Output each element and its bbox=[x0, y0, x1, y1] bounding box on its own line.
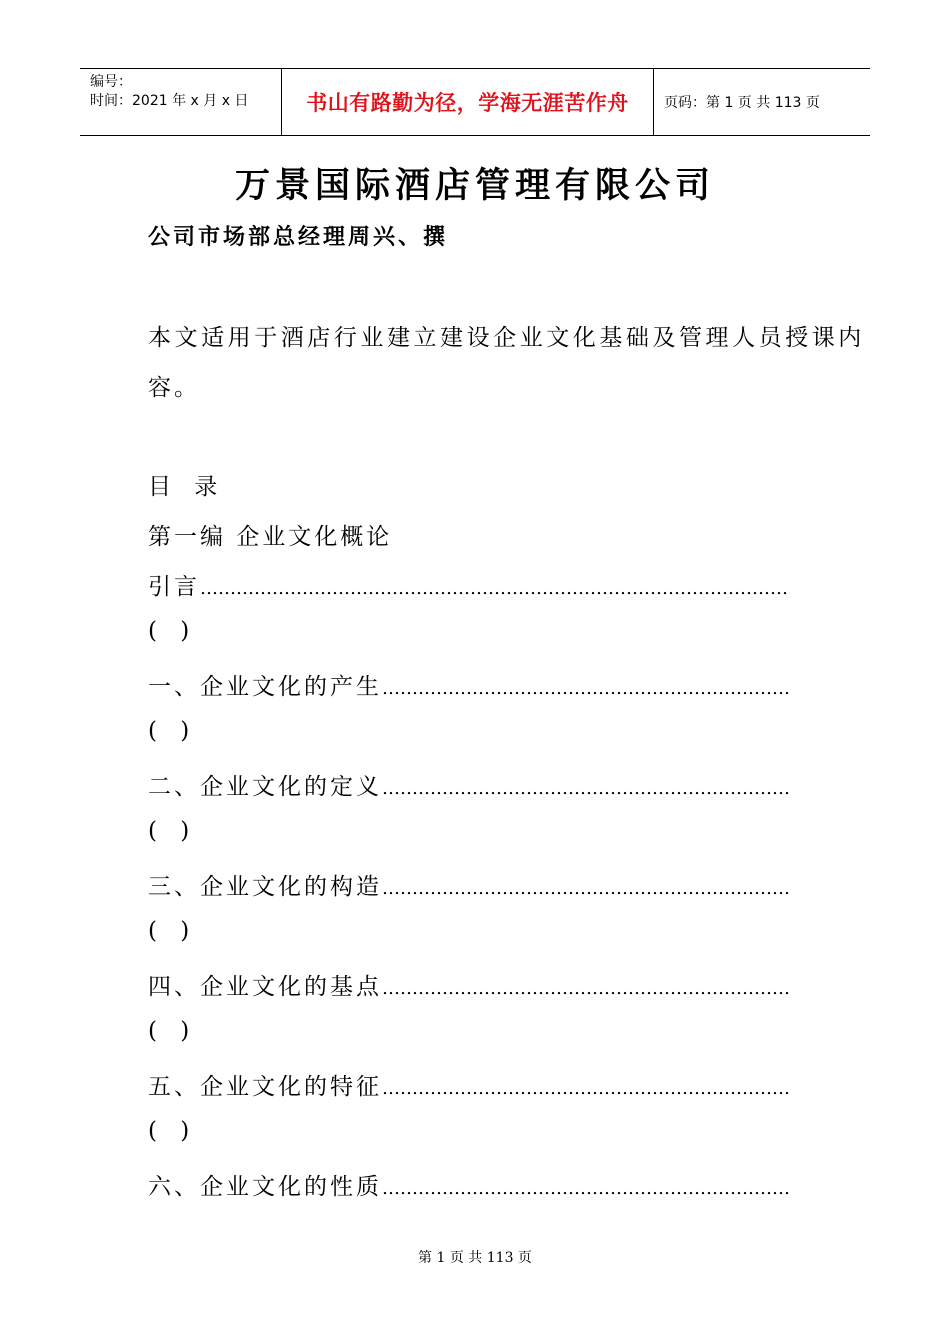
header-motto-cell bbox=[281, 69, 654, 135]
header-page-info: 页码：第 1 页 共 113 页 bbox=[664, 95, 820, 111]
page-header bbox=[80, 68, 870, 136]
toc-leader-dots bbox=[382, 778, 790, 799]
toc-entry-label: 一、企业文化的产生 bbox=[148, 674, 382, 700]
toc-leader-dots bbox=[382, 978, 790, 999]
toc-leader-dots bbox=[382, 1078, 790, 1099]
toc-page-ref: ( ) bbox=[148, 618, 198, 644]
toc-entry bbox=[148, 568, 790, 601]
toc-entry bbox=[148, 968, 790, 1001]
toc-entry-label: 二、企业文化的定义 bbox=[148, 774, 382, 800]
header-motto: 书山有路勤为径，学海无涯苦作舟 bbox=[306, 91, 629, 115]
toc-entry-label: 六、企业文化的性质 bbox=[148, 1174, 382, 1200]
toc-entry-label: 三、企业文化的构造 bbox=[148, 874, 382, 900]
toc-heading: 目 录 bbox=[148, 474, 226, 500]
toc-page-ref: ( ) bbox=[148, 718, 198, 744]
toc-entry-label: 五、企业文化的特征 bbox=[148, 1074, 382, 1100]
toc-part-title: 第一编 企业文化概论 bbox=[148, 524, 393, 550]
toc-leader-dots bbox=[382, 678, 790, 699]
toc-leader-dots bbox=[200, 578, 790, 599]
toc-entry-label: 引言 bbox=[148, 574, 200, 600]
number-label: 编号： bbox=[90, 74, 132, 90]
toc-leader-dots bbox=[382, 1178, 790, 1199]
toc-leader-dots bbox=[382, 878, 790, 899]
toc-page-ref: ( ) bbox=[148, 818, 198, 844]
page-footer: 第 1 页 共 113 页 bbox=[418, 1250, 532, 1266]
toc-entry bbox=[148, 668, 790, 701]
toc-page-ref: ( ) bbox=[148, 918, 198, 944]
toc-page-ref: ( ) bbox=[148, 1018, 198, 1044]
toc-entry bbox=[148, 868, 790, 901]
time-label: 时间：2021 年 x 月 x 日 bbox=[90, 93, 249, 109]
toc-entry bbox=[148, 1168, 790, 1201]
toc-page-ref: ( ) bbox=[148, 1118, 198, 1144]
toc-entry-label: 四、企业文化的基点 bbox=[148, 974, 382, 1000]
header-meta bbox=[80, 69, 281, 135]
toc-entry bbox=[148, 1068, 790, 1101]
intro-line-1: 本文适用于酒店行业建立建设企业文化基础及管理人员授课内 bbox=[148, 325, 865, 351]
intro-line-2: 容。 bbox=[148, 375, 200, 401]
toc-entry bbox=[148, 768, 790, 801]
document-author: 公司市场部总经理周兴、撰 bbox=[148, 224, 449, 250]
document-title: 万景国际酒店管理有限公司 bbox=[234, 165, 715, 206]
